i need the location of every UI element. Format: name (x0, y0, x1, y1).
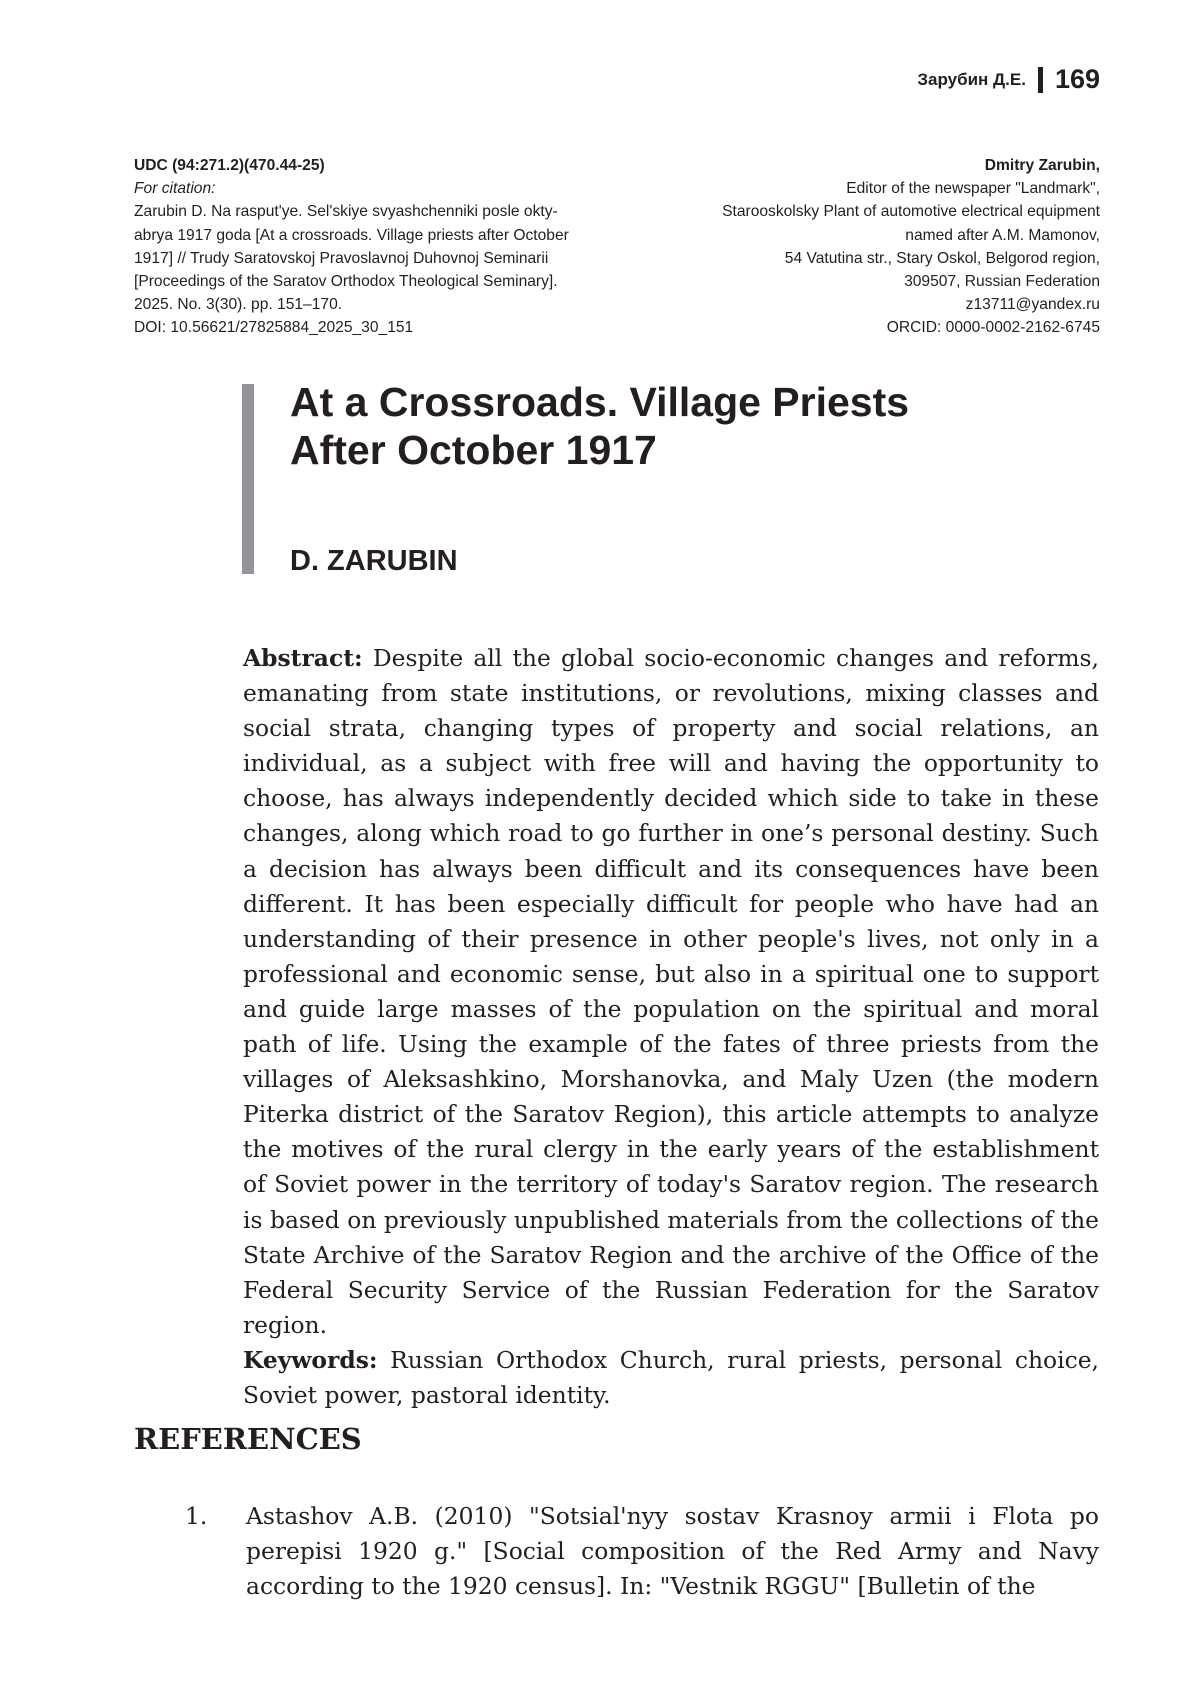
running-head-divider (1038, 67, 1043, 93)
article-title-line-2: After October 1917 (290, 427, 657, 473)
citation-line: [Proceedings of the Saratov Orthodox Theological Seminary]. (134, 273, 558, 291)
references-heading: REFERENCES (134, 1422, 362, 1456)
article-title (290, 378, 1050, 474)
reference-number: 1. (185, 1502, 208, 1530)
affiliation-line: Starooskolsky Plant of automotive electrical equipment (722, 203, 1100, 221)
citation-line: Zarubin D. Na rasput'ye. Sel'skiye svyashchenniki posle okty- (134, 203, 558, 221)
orcid-line: ORCID: 0000-0002-2162-6745 (886, 319, 1100, 337)
article-author: D. ZARUBIN (290, 545, 458, 577)
page-number: 169 (1054, 64, 1100, 94)
reference-text: Astashov A.B. (2010) "Sotsial'nyy sostav Krasnoy armii i Flota po perepisi 1920 g." [Social composition of the Red Army and Navy according to the 1920 census]. In: "Vestnik RGGU" [Bulletin of the (246, 1502, 1099, 1601)
udc-code: UDC (94:271.2)(470.44-25) (134, 157, 325, 174)
author-affiliation-block (630, 154, 1100, 340)
abstract-text: Despite all the global socio-economic changes and reforms, emanating from state institutions, or revolutions, mixing classes and social strata, changing types of property and social relations, an individual, as a subject with free will and having the opportunity to choose, has always independently decided which side to take in these changes, along which road to go further in one’s personal destiny. Such a decision has always been difficult and its consequences have been different. It has been especially difficult for people who have had an understanding of their presence in other people's lives, not only in a professional and economic sense, but also in a spiritual one to support and guide large masses of the population on the spiritual and moral path of life. Using the example of the fates of three priests from the villages of Aleksashkino, Morshanovka, and Maly Uzen (the modern Piterka district of the Saratov Region), this article attempts to analyze the motives of the rural clergy in the early years of the establishment of Soviet power in the territory of today's Saratov region. The research is based on previously unpublished materials from the collections of the State Archive of the Saratov Region and the archive of the Office of the Federal Security Service of the Russian Federation for the Saratov region. (243, 644, 1099, 1339)
article-title-line-1: At a Crossroads. Village Priests (290, 379, 910, 425)
citation-label: For citation: (134, 180, 216, 198)
affiliation-line: Editor of the newspaper "Landmark", (846, 180, 1100, 198)
affiliation-line: named after A.M. Mamonov, (905, 226, 1100, 244)
citation-line: abrya 1917 goda [At a crossroads. Village priests after October (134, 226, 569, 244)
citation-line: 2025. No. 3(30). pp. 151–170. (134, 296, 343, 314)
citation-block (134, 154, 644, 340)
citation-line: 1917] // Trudy Saratovskoj Pravoslavnoj Duhovnoj Seminarii (134, 249, 549, 267)
abstract-block (243, 641, 1099, 1413)
address-line: 309507, Russian Federation (904, 273, 1100, 291)
doi-line: DOI: 10.56621/27825884_2025_30_151 (134, 319, 414, 337)
keywords-label: Keywords: (243, 1345, 378, 1374)
running-head (917, 64, 1100, 95)
address-line: 54 Vatutina str., Stary Oskol, Belgorod region, (784, 249, 1100, 267)
author-name: Dmitry Zarubin, (984, 157, 1100, 174)
email-line: z13711@yandex.ru (965, 296, 1100, 314)
abstract-label: Abstract: (243, 644, 363, 672)
keywords-text: Russian Orthodox Church, rural priests, personal choice, Soviet power, pastoral identity. (243, 1345, 1099, 1409)
reference-item (185, 1499, 1099, 1604)
running-head-author: Зарубин Д.Е. (917, 69, 1026, 89)
title-accent-bar (242, 384, 254, 574)
